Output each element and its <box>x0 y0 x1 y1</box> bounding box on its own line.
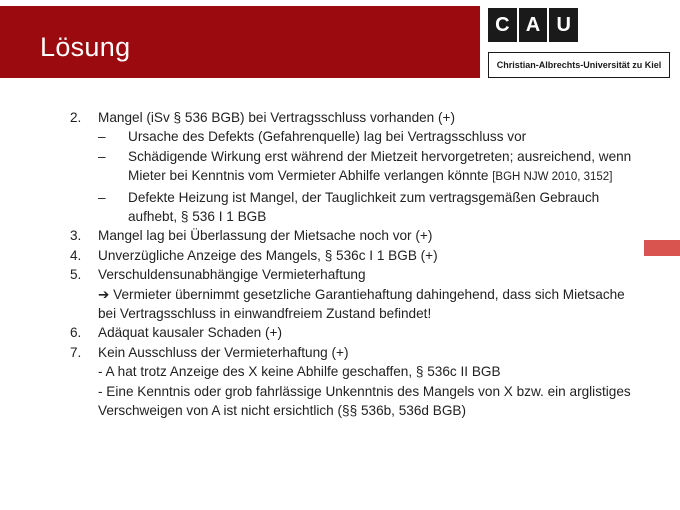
list-continuation <box>70 285 640 324</box>
list-item-3 <box>70 226 640 245</box>
list-number: 2. <box>70 110 82 125</box>
list-item-7 <box>70 343 640 362</box>
list-text: Mangel lag bei Überlassung der Mietsache noch vor (+) <box>98 228 433 244</box>
side-accent-tab <box>644 240 680 256</box>
header <box>0 0 680 80</box>
solution-list <box>70 108 640 421</box>
list-text: Verschuldensunabhängige Vermieterhaftung <box>98 267 366 283</box>
logo-letter-c: C <box>488 8 519 42</box>
continuation-text: Vermieter übernimmt gesetzliche Garantiehaftung dahingehend, dass sich Mietsache bei Vertragsschluss in einwandfreiem Zustand befindet! <box>98 286 625 322</box>
sub-item <box>70 188 640 227</box>
list-continuation: - Eine Kenntnis oder grob fahrlässige Unkenntnis des Mangels von X bzw. ein arglistiges Verschweigen von A ist nicht ersichtlich (§§ 536b, 536d BGB) <box>98 383 631 419</box>
logo-subtitle: Christian-Albrechts-Universität zu Kiel <box>488 52 670 78</box>
list-number: 5. <box>70 267 82 283</box>
sub-item-text: Ursache des Defekts (Gefahrenquelle) lag bei Vertragsschluss vor <box>128 129 527 145</box>
arrow-icon: ➔ <box>98 286 110 302</box>
sub-item-text: Schädigende Wirkung erst während der Mietzeit hervorgetreten; ausreichend, wenn Mieter bei Kenntnis vom Vermieter Abhilfe verlangen könnte <box>128 148 632 184</box>
list-text: Adäquat kausaler Schaden (+) <box>98 325 283 341</box>
sub-item <box>70 147 640 188</box>
sub-item-text: Defekte Heizung ist Mangel, der Tauglichkeit zum vertragsgemäßen Gebrauch aufhebt, § 536 I 1 BGB <box>128 189 600 225</box>
list-item-5 <box>70 265 640 284</box>
list-number: 7. <box>70 344 82 360</box>
sub-item <box>70 127 640 146</box>
list-item-4 <box>70 246 640 265</box>
university-logo <box>486 8 670 74</box>
list-number: 3. <box>70 228 82 244</box>
list-item-2 <box>70 108 640 127</box>
dash-bullet: – <box>98 148 106 164</box>
dash-bullet: – <box>98 189 106 205</box>
logo-letter-a: A <box>519 8 550 42</box>
list-continuation: - A hat trotz Anzeige des X keine Abhilfe geschaffen, § 536c II BGB <box>98 364 501 380</box>
title-bar <box>0 6 480 78</box>
logo-letter-u: U <box>556 13 571 36</box>
logo-letters-box <box>488 8 578 42</box>
list-number: 6. <box>70 325 82 341</box>
list-text: Unverzügliche Anzeige des Mangels, § 536c I 1 BGB (+) <box>98 247 438 263</box>
list-text: Kein Ausschluss der Vermieterhaftung (+) <box>98 344 349 360</box>
list-text: Mangel (iSv § 536 BGB) bei Vertragsschluss vorhanden (+) <box>98 110 456 125</box>
list-item-6 <box>70 323 640 342</box>
list-number: 4. <box>70 247 82 263</box>
citation: [BGH NJW 2010, 3152] <box>492 171 613 184</box>
page-title: Lösung <box>40 32 131 62</box>
dash-bullet: – <box>98 129 106 145</box>
